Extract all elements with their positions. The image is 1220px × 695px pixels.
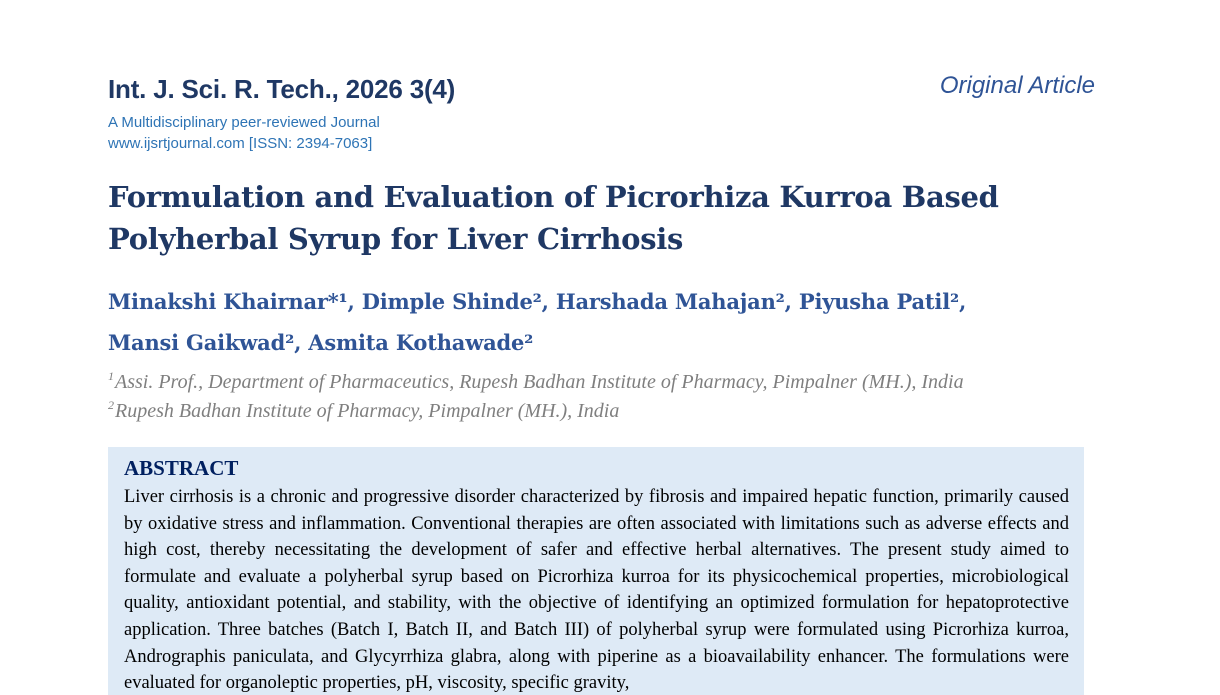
paper-title [108, 176, 1108, 260]
affiliation-mark-2: 2 [108, 398, 114, 412]
paper-title-line-1: Formulation and Evaluation of Picrorhiza Kurroa Based [108, 180, 999, 214]
journal-tagline: A Multidisciplinary peer-reviewed Journal [108, 114, 380, 131]
journal-website-issn: www.ijsrtjournal.com [ISSN: 2394-7063] [108, 135, 373, 152]
affiliation-mark-1: 1 [108, 369, 114, 383]
affiliation-text-2: Rupesh Badhan Institute of Pharmacy, Pimpalner (MH.), India [115, 400, 620, 422]
author-line-2: Mansi Gaikwad², Asmita Kothawade² [108, 330, 534, 355]
abstract-text: Liver cirrhosis is a chronic and progressive disorder characterized by fibrosis and impaired hepatic function, primarily caused by oxidative stress and inflammation. Conventional therapies are often associated with limitations such as adverse effects and high cost, thereby necessitating the development of safer and effective herbal alternatives. The present study aimed to formulate and evaluate a polyherbal syrup based on Picrorhiza kurroa for its physicochemical properties, microbiological quality, antioxidant potential, and stability, with the objective of identifying an optimized formulation for hepatoprotective application. Three batches (Batch I, Batch II, and Batch III) of polyherbal syrup were formulated using Picrorhiza kurroa, Andrographis paniculata, and Glycyrrhiza glabra, along with piperine as a bioavailability enhancer. The formulations were evaluated for organoleptic properties, pH, viscosity, specific gravity, [124, 487, 1069, 694]
abstract-box [108, 447, 1084, 695]
author-line-1: Minakshi Khairnar*¹, Dimple Shinde², Harshada Mahajan², Piyusha Patil², [108, 289, 967, 314]
author-list [108, 281, 1108, 363]
abstract-heading: ABSTRACT [124, 456, 239, 480]
paper-title-line-2: Polyherbal Syrup for Liver Cirrhosis [108, 222, 683, 256]
article-type-label: Original Article [939, 72, 1095, 99]
affiliation-2 [108, 398, 619, 423]
affiliation-1 [108, 369, 964, 394]
journal-title: Int. J. Sci. R. Tech., 2026 3(4) [108, 74, 456, 104]
affiliation-text-1: Assi. Prof., Department of Pharmaceutics, Rupesh Badhan Institute of Pharmacy, Pimpalner (MH.), India [115, 371, 964, 393]
